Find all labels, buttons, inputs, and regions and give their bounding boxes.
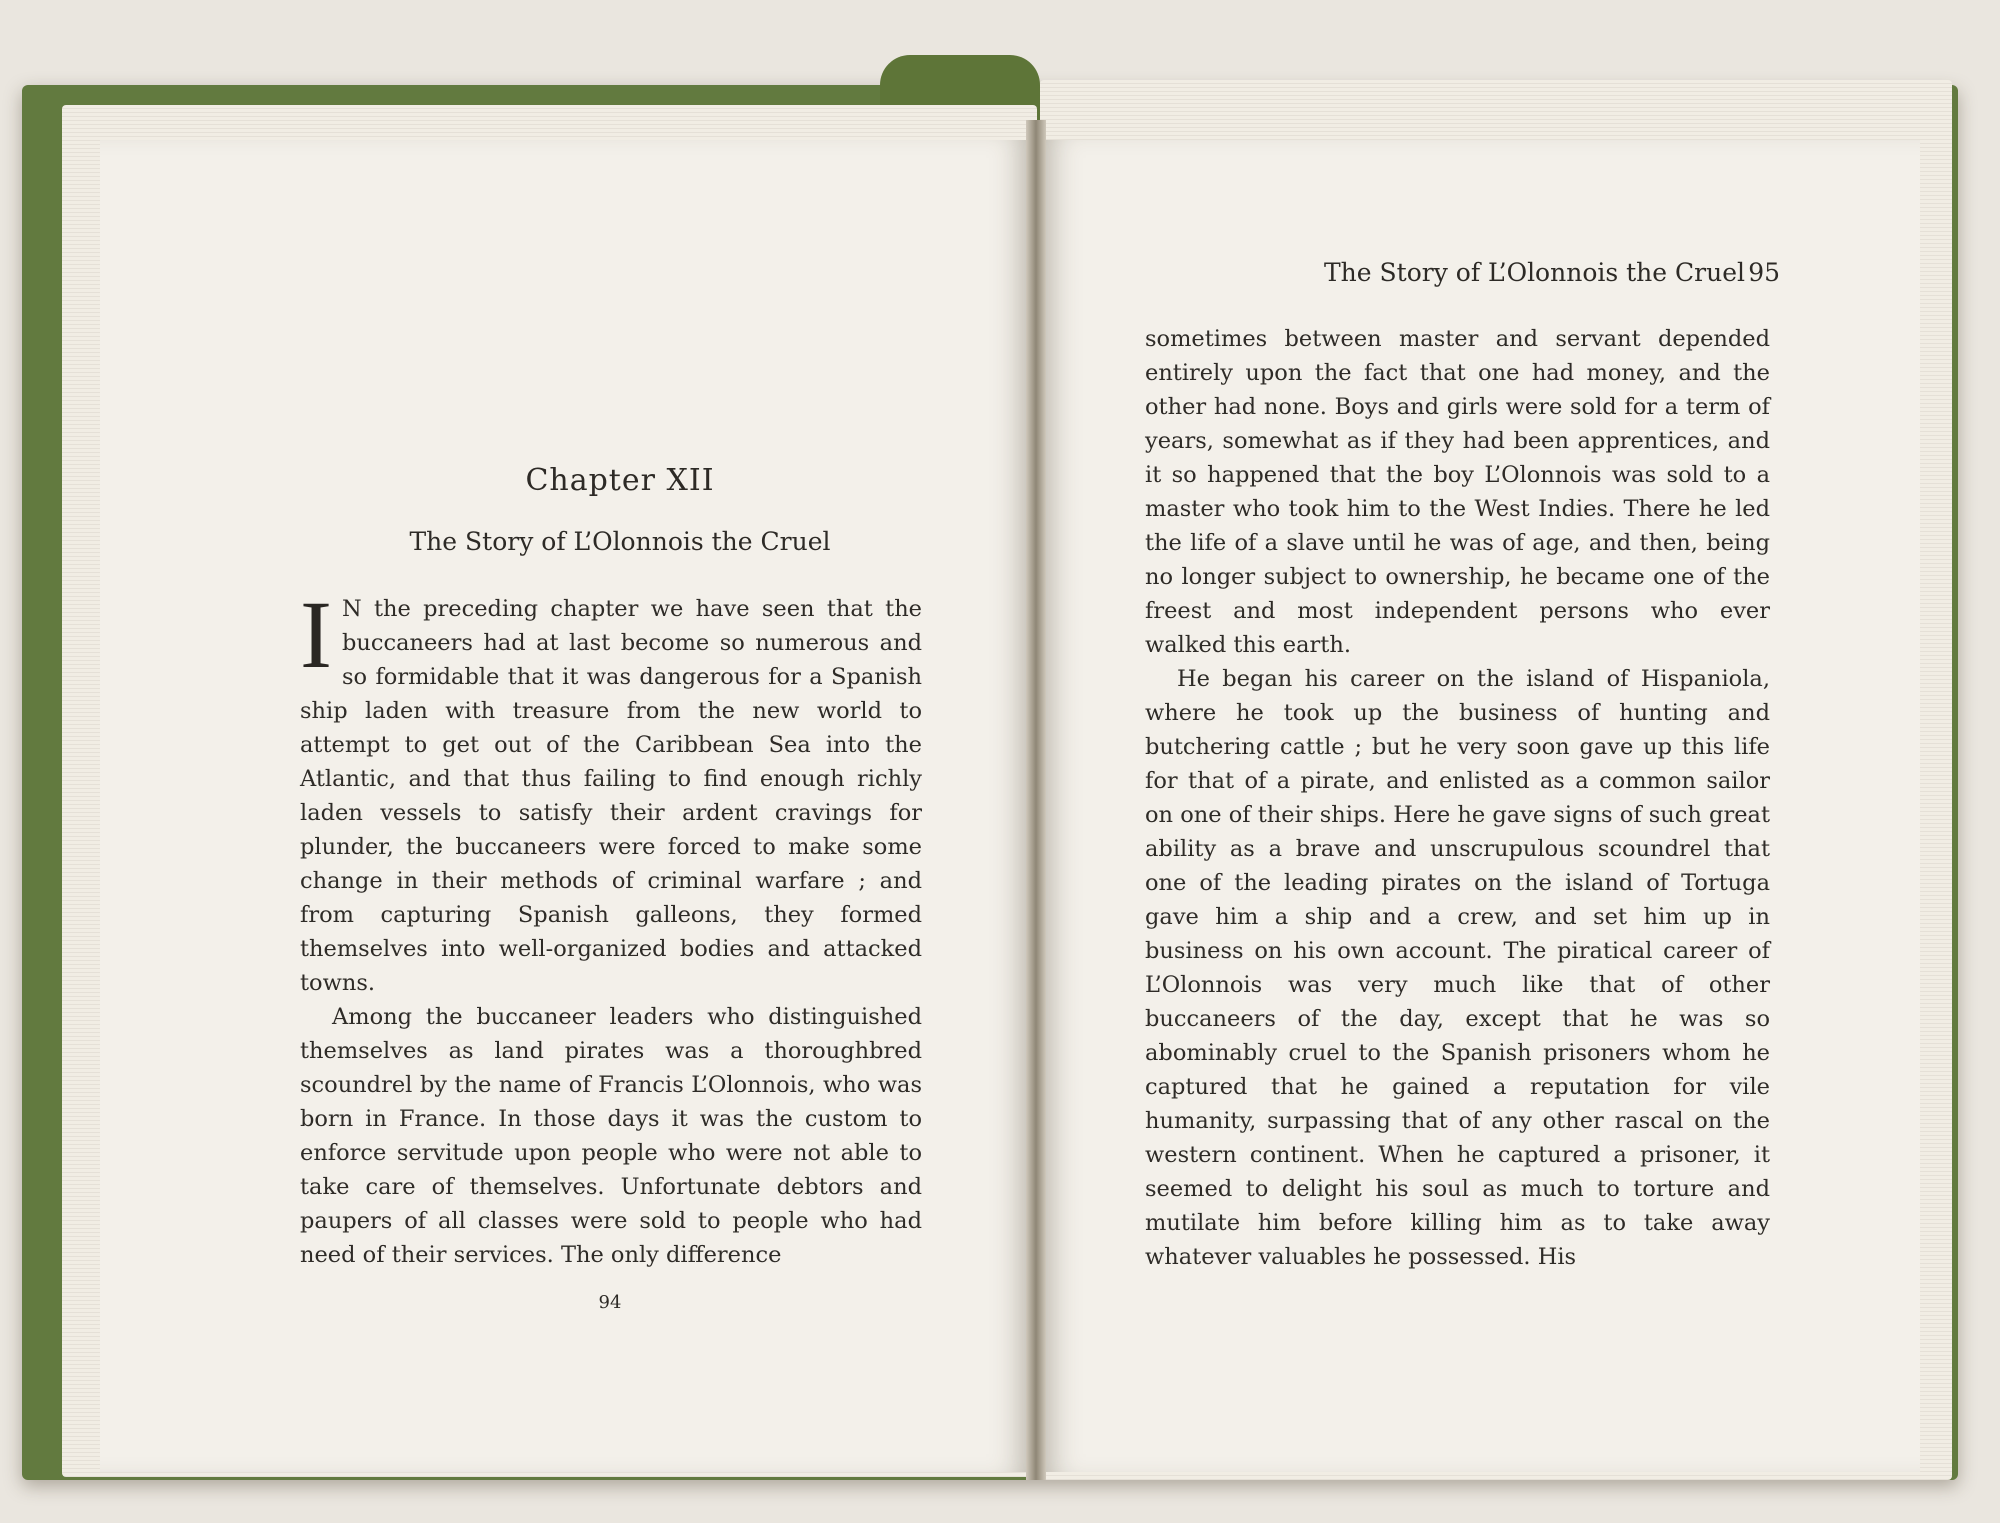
chapter-subtitle: The Story of L’Olonnois the Cruel	[409, 527, 831, 556]
running-head: The Story of L’Olonnois the Cruel	[1324, 258, 1745, 287]
left-page-number: 94	[598, 1292, 622, 1313]
right-paragraph-2: He began his career on the island of Hispaniola, where he took up the business of hunting and butchering cattle ; but he very soon gave up this life for that of a pirate, and enlisted as a common sailor on one of their ships. Here he gave signs of such great ability as a brave and unscrupulous scoundrel that one of the leading pirates on the island of Tortuga gave him a ship and a crew, and set him up in business on his own account. The piratical career of L’Olonnois was very much like that of other buccaneers of the day, except that he was so abominably cruel to the Spanish prisoners whom he captured that he gained a reputation for vile humanity, surpassing that of any other rascal on the western continent. When he captured a prisoner, it seemed to delight his soul as much to torture and mutilate him before killing him as to take away whatever valuables he possessed. His	[1145, 666, 1770, 1270]
book-gutter	[1026, 120, 1046, 1480]
left-paragraph-2: Among the buccaneer leaders who distinguished themselves as land pirates was a thoroughbred scoundrel by the name of Francis L’Olonnois, who was born in France. In those days it was the custom to enforce servitude upon people who were not able to take care of themselves. Unfortunate debtors and paupers of all classes were sold to people who had need of their services. The only difference	[300, 1004, 922, 1268]
right-paragraph-1: sometimes between master and servant depended entirely upon the fact that one had money, and the other had none. Boys and girls were sold for a term of years, somewhat as if they had been apprentices, and it so happened that the boy L’Olonnois was sold to a master who took him to the West Indies. There he led the life of a slave until he was of age, and then, being no longer subject to ownership, he became one of the freest and most independent persons who ever walked this earth.	[1145, 326, 1770, 658]
right-page-body	[1145, 322, 1770, 1274]
right-page-number: 95	[1748, 258, 1780, 287]
left-paragraph-1	[300, 581, 922, 1000]
left-paragraph-1-text: N the preceding chapter we have seen that the buccaneers had at last become so numerous and so formidable that it was dangerous for a Spanish ship laden with treasure from the new world to attempt to get out of the Caribbean Sea into the Atlantic, and that thus failing to find enough richly laden vessels to satisfy their ardent cravings for plunder, the buccaneers were forced to make some change in their methods of criminal warfare ; and from capturing Spanish galleons, they formed themselves into well-organized bodies and attacked towns.	[300, 596, 922, 996]
left-page-body	[300, 581, 922, 1272]
drop-cap: I	[300, 581, 332, 688]
chapter-title: Chapter XII	[525, 463, 715, 498]
